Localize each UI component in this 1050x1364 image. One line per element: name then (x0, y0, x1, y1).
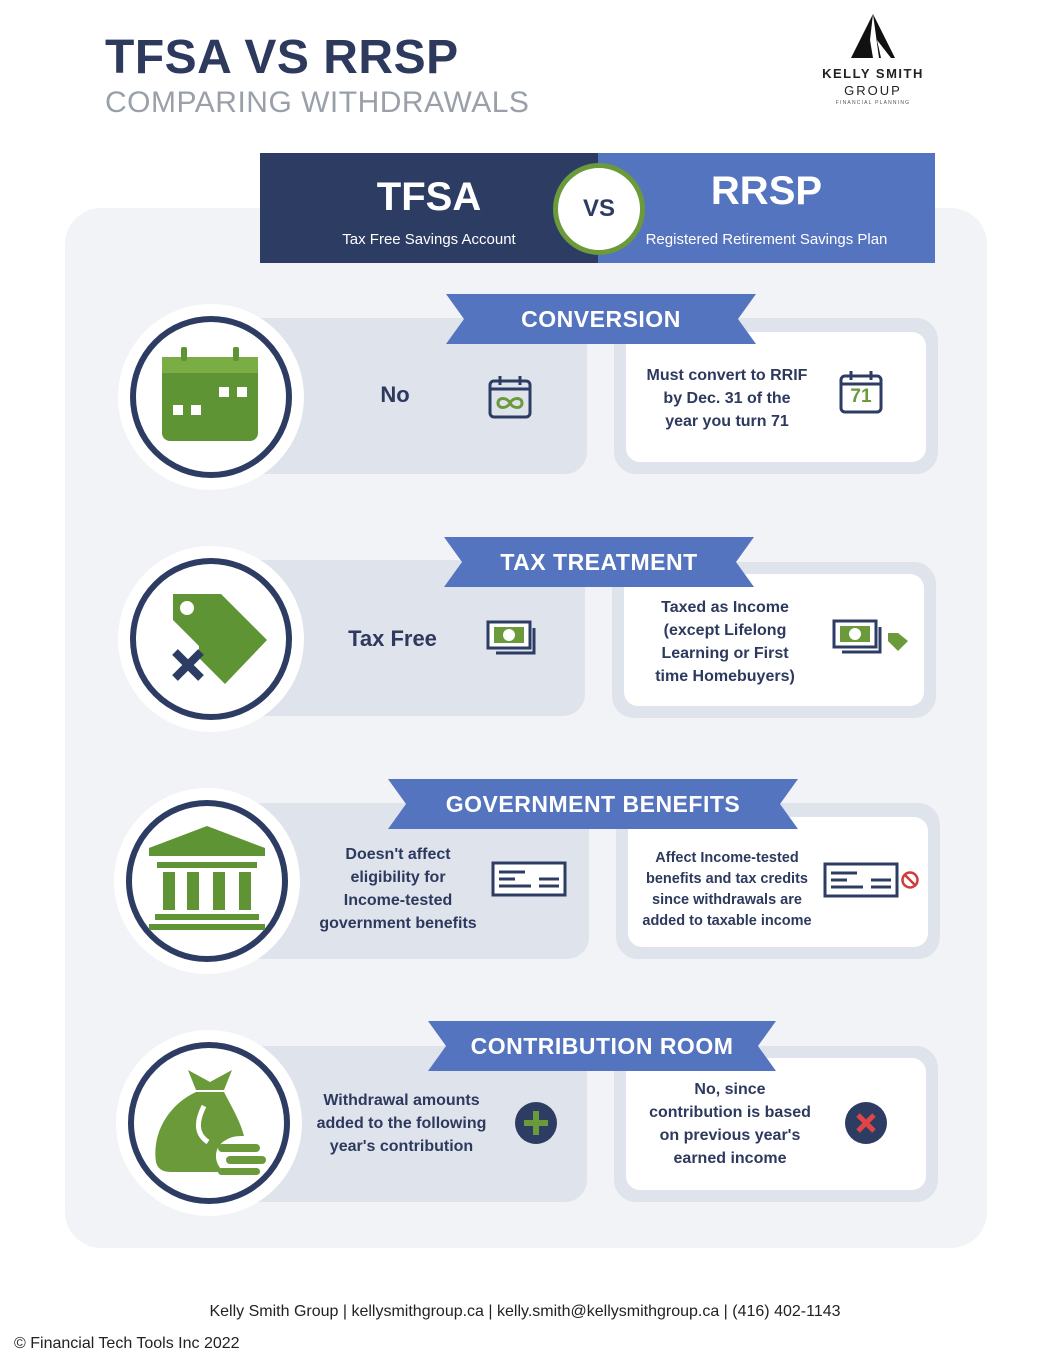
conversion-title: CONVERSION (521, 306, 681, 332)
contribution-ribbon (428, 1021, 776, 1071)
benefits-circle (114, 788, 300, 974)
vs-badge: VS (553, 163, 645, 255)
benefits-rrsp-text: Affect Income-tested benefits and tax credits since withdrawals are added to taxable income (642, 850, 812, 929)
tax-ribbon (444, 537, 754, 587)
contribution-rrsp-text: No, since contribution is based on previous year's earned income (649, 1081, 811, 1167)
tag-x-icon (163, 588, 273, 688)
plus-icon (514, 1101, 558, 1145)
conversion-circle (118, 304, 304, 490)
tfsa-name: TFSA (376, 175, 482, 219)
logo-line1: KELLY SMITH (822, 66, 924, 81)
tax-tfsa-text: Tax Free (348, 626, 437, 651)
contribution-tfsa-text: Withdrawal amounts added to the following year's contribution (316, 1092, 487, 1155)
cheque-blocked-icon (823, 862, 921, 898)
bank-building-icon (147, 826, 267, 932)
copyright: © Financial Tech Tools Inc 2022 (14, 1335, 240, 1352)
calendar-71-label: 71 (850, 386, 872, 407)
conversion-tfsa-text: No (380, 382, 410, 407)
money-bag-icon (152, 1066, 270, 1176)
contact-footer: Kelly Smith Group | kellysmithgroup.ca | kelly.smith@kellysmithgroup.ca | (416) 402-1143 (209, 1303, 841, 1320)
calendar-icon (161, 347, 261, 447)
calendar-71-icon (838, 368, 884, 414)
tax-title: TAX TREATMENT (500, 549, 698, 575)
benefits-tfsa-text: Doesn't affect eligibility for Income-tested government benefits (319, 846, 477, 932)
tfsa-header (260, 153, 598, 263)
cheque-icon (491, 861, 567, 897)
page-title: TFSA VS RRSP (105, 31, 459, 84)
benefits-ribbon (388, 779, 798, 829)
page-subtitle: COMPARING WITHDRAWALS (105, 86, 530, 119)
contribution-title: CONTRIBUTION ROOM (470, 1033, 734, 1059)
rrsp-header (598, 153, 935, 263)
mountain-logo-icon (843, 10, 903, 62)
x-mark-icon (844, 1101, 888, 1145)
logo-line3: FINANCIAL PLANNING (835, 100, 911, 106)
logo-line2: GROUP (844, 83, 902, 98)
calendar-infinity-icon (487, 373, 533, 419)
rrsp-name: RRSP (710, 169, 823, 213)
cash-tag-icon (832, 619, 910, 655)
conversion-rrsp-text: Must convert to RRIF by Dec. 31 of the year you turn 71 (646, 367, 808, 430)
rrsp-full-name: Registered Retirement Savings Plan (645, 231, 888, 248)
conversion-ribbon (446, 294, 756, 344)
tax-rrsp-text: Taxed as Income (except Lifelong Learning or First time Homebuyers) (655, 599, 795, 685)
tax-circle (118, 546, 304, 732)
company-logo (808, 8, 938, 108)
tfsa-full-name: Tax Free Savings Account (342, 231, 516, 248)
benefits-title: GOVERNMENT BENEFITS (445, 791, 741, 817)
cash-icon (486, 620, 538, 656)
contribution-circle (116, 1030, 302, 1216)
